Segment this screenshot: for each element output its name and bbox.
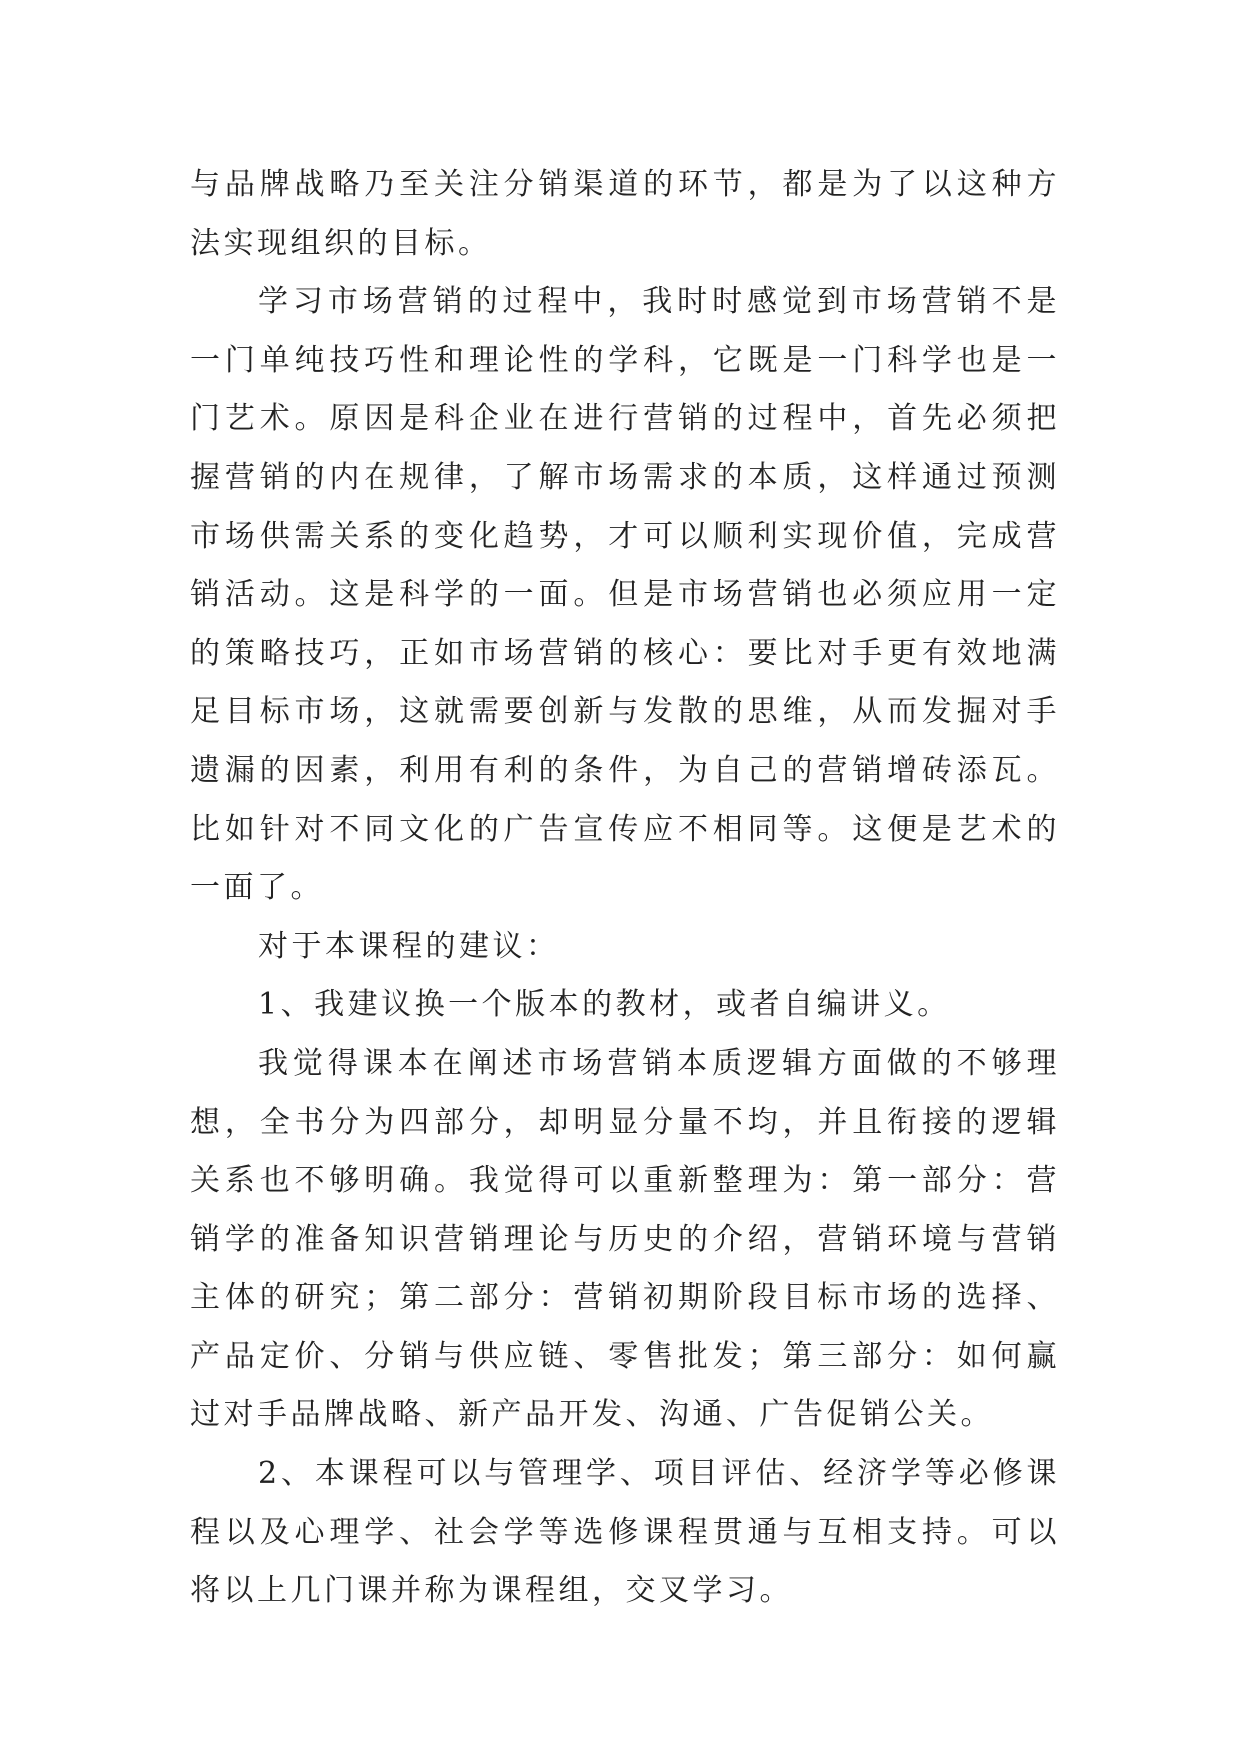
document-body xyxy=(190,156,1060,1621)
paragraph-suggestion-2: 2、本课程可以与管理学、项目评估、经济学等必修课程以及心理学、社会学等选修课程贯通与互相支持。可以将以上几门课并称为课程组，交叉学习。 xyxy=(190,1456,1060,1609)
paragraph-brand-strategy-continuation: 与品牌战略乃至关注分销渠道的环节，都是为了以这种方法实现组织的目标。 xyxy=(190,167,1060,261)
paragraph-course-suggestions-heading: 对于本课程的建议： xyxy=(258,928,560,964)
paragraph-suggestion-1: 1、我建议换一个版本的教材，或者自编讲义。 xyxy=(258,987,951,1023)
paragraph-textbook-structure: 我觉得课本在阐述市场营销本质逻辑方面做的不够理想，全书分为四部分，却明显分量不均，并且衔接的逻辑关系也不够明确。我觉得可以重新整理为：第一部分：营销学的准备知识营销理论与历史的介绍，营销环境与营销主体的研究；第二部分：营销初期阶段目标市场的选择、产品定价、分销与供应链、零售批发；第三部分：如何赢过对手品牌战略、新产品开发、沟通、广告促销公关。 xyxy=(190,1045,1060,1433)
paragraph-marketing-science-and-art: 学习市场营销的过程中，我时时感觉到市场营销不是一门单纯技巧性和理论性的学科，它既是一门科学也是一门艺术。原因是科企业在进行营销的过程中，首先必须把握营销的内在规律，了解市场需求的本质，这样通过预测市场供需关系的变化趋势，才可以顺利实现价值，完成营销活动。这是科学的一面。但是市场营销也必须应用一定的策略技巧，正如市场营销的核心：要比对手更有效地满足目标市场，这就需要创新与发散的思维，从而发掘对手遗漏的因素，利用有利的条件，为自己的营销增砖添瓦。比如针对不同文化的广告宣传应不相同等。这便是艺术的一面了。 xyxy=(190,284,1060,906)
